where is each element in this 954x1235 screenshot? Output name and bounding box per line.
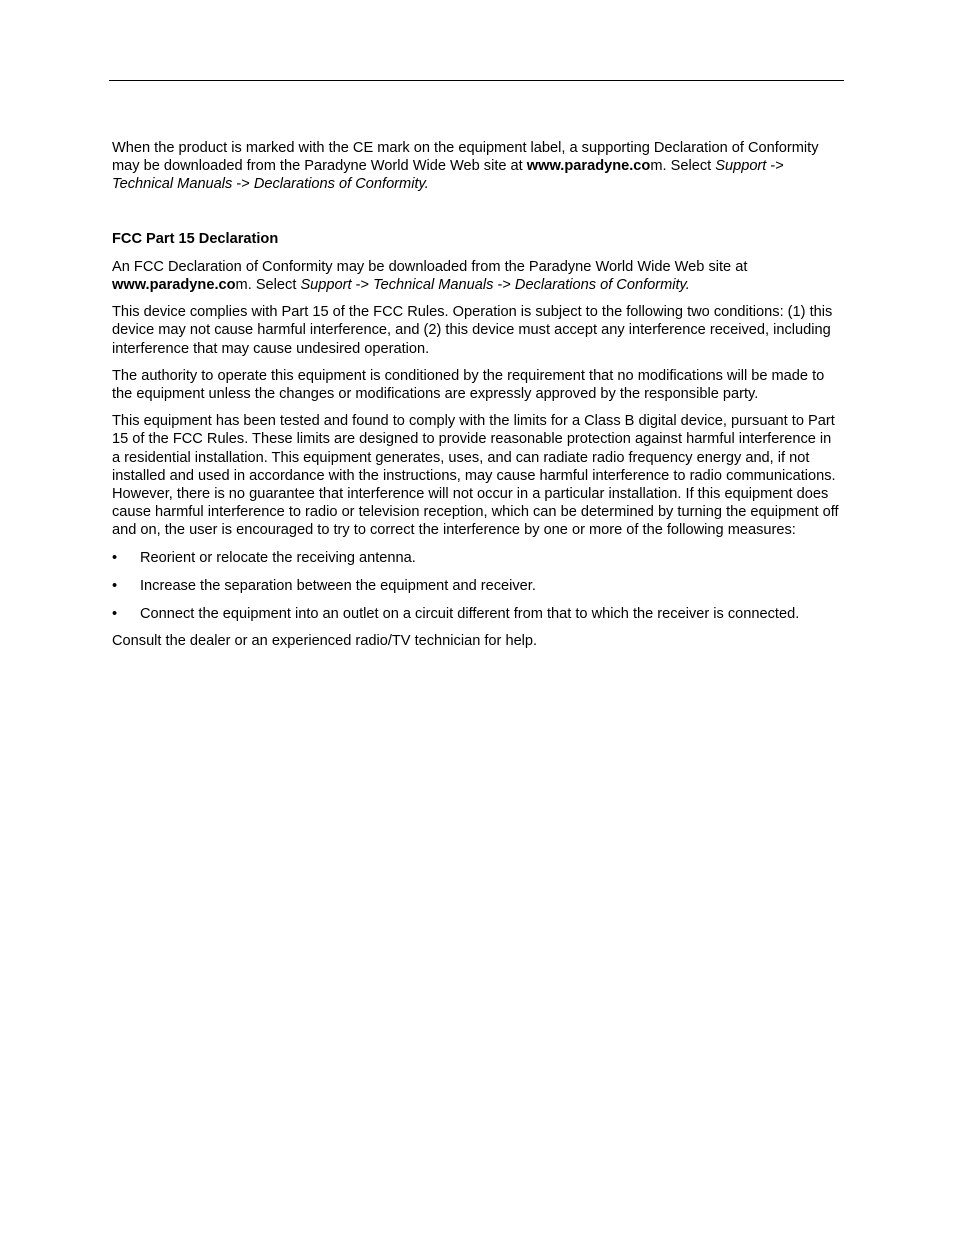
fcc-heading: FCC Part 15 Declaration (112, 230, 279, 247)
fcc-nav-technical-manuals: Technical Manuals (373, 277, 494, 294)
fcc-url-tail: m. Select (235, 277, 301, 294)
ce-mark-paragraph (112, 139, 840, 194)
bullet-icon: • (112, 606, 118, 623)
list-item-text: Connect the equipment into an outlet on a circuit different from that to which the receiver is connected. (140, 606, 800, 623)
ce-arrow-1: -> (766, 158, 784, 175)
list-item (112, 549, 840, 567)
fcc-nav-support: Support (300, 277, 352, 294)
fcc-declaration-paragraph (112, 258, 840, 294)
ce-url: www.paradyne.co (526, 158, 651, 175)
ce-nav-support: Support (715, 158, 767, 175)
ce-nav-technical-manuals: Technical Manuals (112, 176, 233, 193)
authority-paragraph: The authority to operate this equipment is conditioned by the requirement that no modifications will be made to the equipment unless the changes or modifications are expressly approved by the responsible party. (112, 367, 825, 403)
measures-list (112, 549, 840, 624)
bullet-icon: • (112, 549, 118, 566)
bullet-icon: • (112, 577, 118, 594)
ce-url-tail: m. Select (650, 158, 716, 175)
list-item (112, 577, 840, 595)
header-rule (109, 80, 844, 81)
list-item-text: Reorient or relocate the receiving antenna. (140, 549, 416, 566)
compliance-paragraph: This device complies with Part 15 of the FCC Rules. Operation is subject to the following two conditions: (1) this device may not cause harmful interference, and (2) this device must accept any interference received, including interference that may cause undesired operation. (112, 304, 833, 357)
list-item-text: Increase the separation between the equipment and receiver. (140, 577, 536, 594)
fcc-arrow-1: -> (351, 277, 374, 294)
fcc-text: An FCC Declaration of Conformity may be downloaded from the Paradyne World Wide Web site at (112, 258, 748, 275)
list-item (112, 605, 840, 623)
ce-text: When the product is marked with the CE mark on the equipment label, a supporting Declaration of Conformity may be downloaded from the Paradyne World Wide Web site at (112, 140, 819, 175)
fcc-arrow-2: -> (493, 277, 515, 294)
fcc-nav-declarations: Declarations of Conformity. (514, 277, 690, 294)
document-body (112, 139, 840, 659)
closing-paragraph: Consult the dealer or an experienced radio/TV technician for help. (112, 633, 538, 650)
class-b-paragraph: This equipment has been tested and found to comply with the limits for a Class B digital device, pursuant to Part 15 of the FCC Rules. These limits are designed to provide reasonable protection against harmful interference in a residential installation. This equipment generates, uses, and can radiate radio frequency energy and, if not installed and used in accordance with the instructions, may cause harmful interference to radio communications. However, there is no guarantee that interference will not occur in a particular installation. If this equipment does cause harmful interference to radio or television reception, which can be determined by turning the equipment off and on, the user is encouraged to try to correct the interference by one or more of the following measures: (112, 413, 839, 539)
ce-nav-declarations: Declarations of Conformity. (253, 176, 429, 193)
fcc-url: www.paradyne.co (112, 277, 236, 294)
ce-arrow-2: -> (232, 176, 254, 193)
